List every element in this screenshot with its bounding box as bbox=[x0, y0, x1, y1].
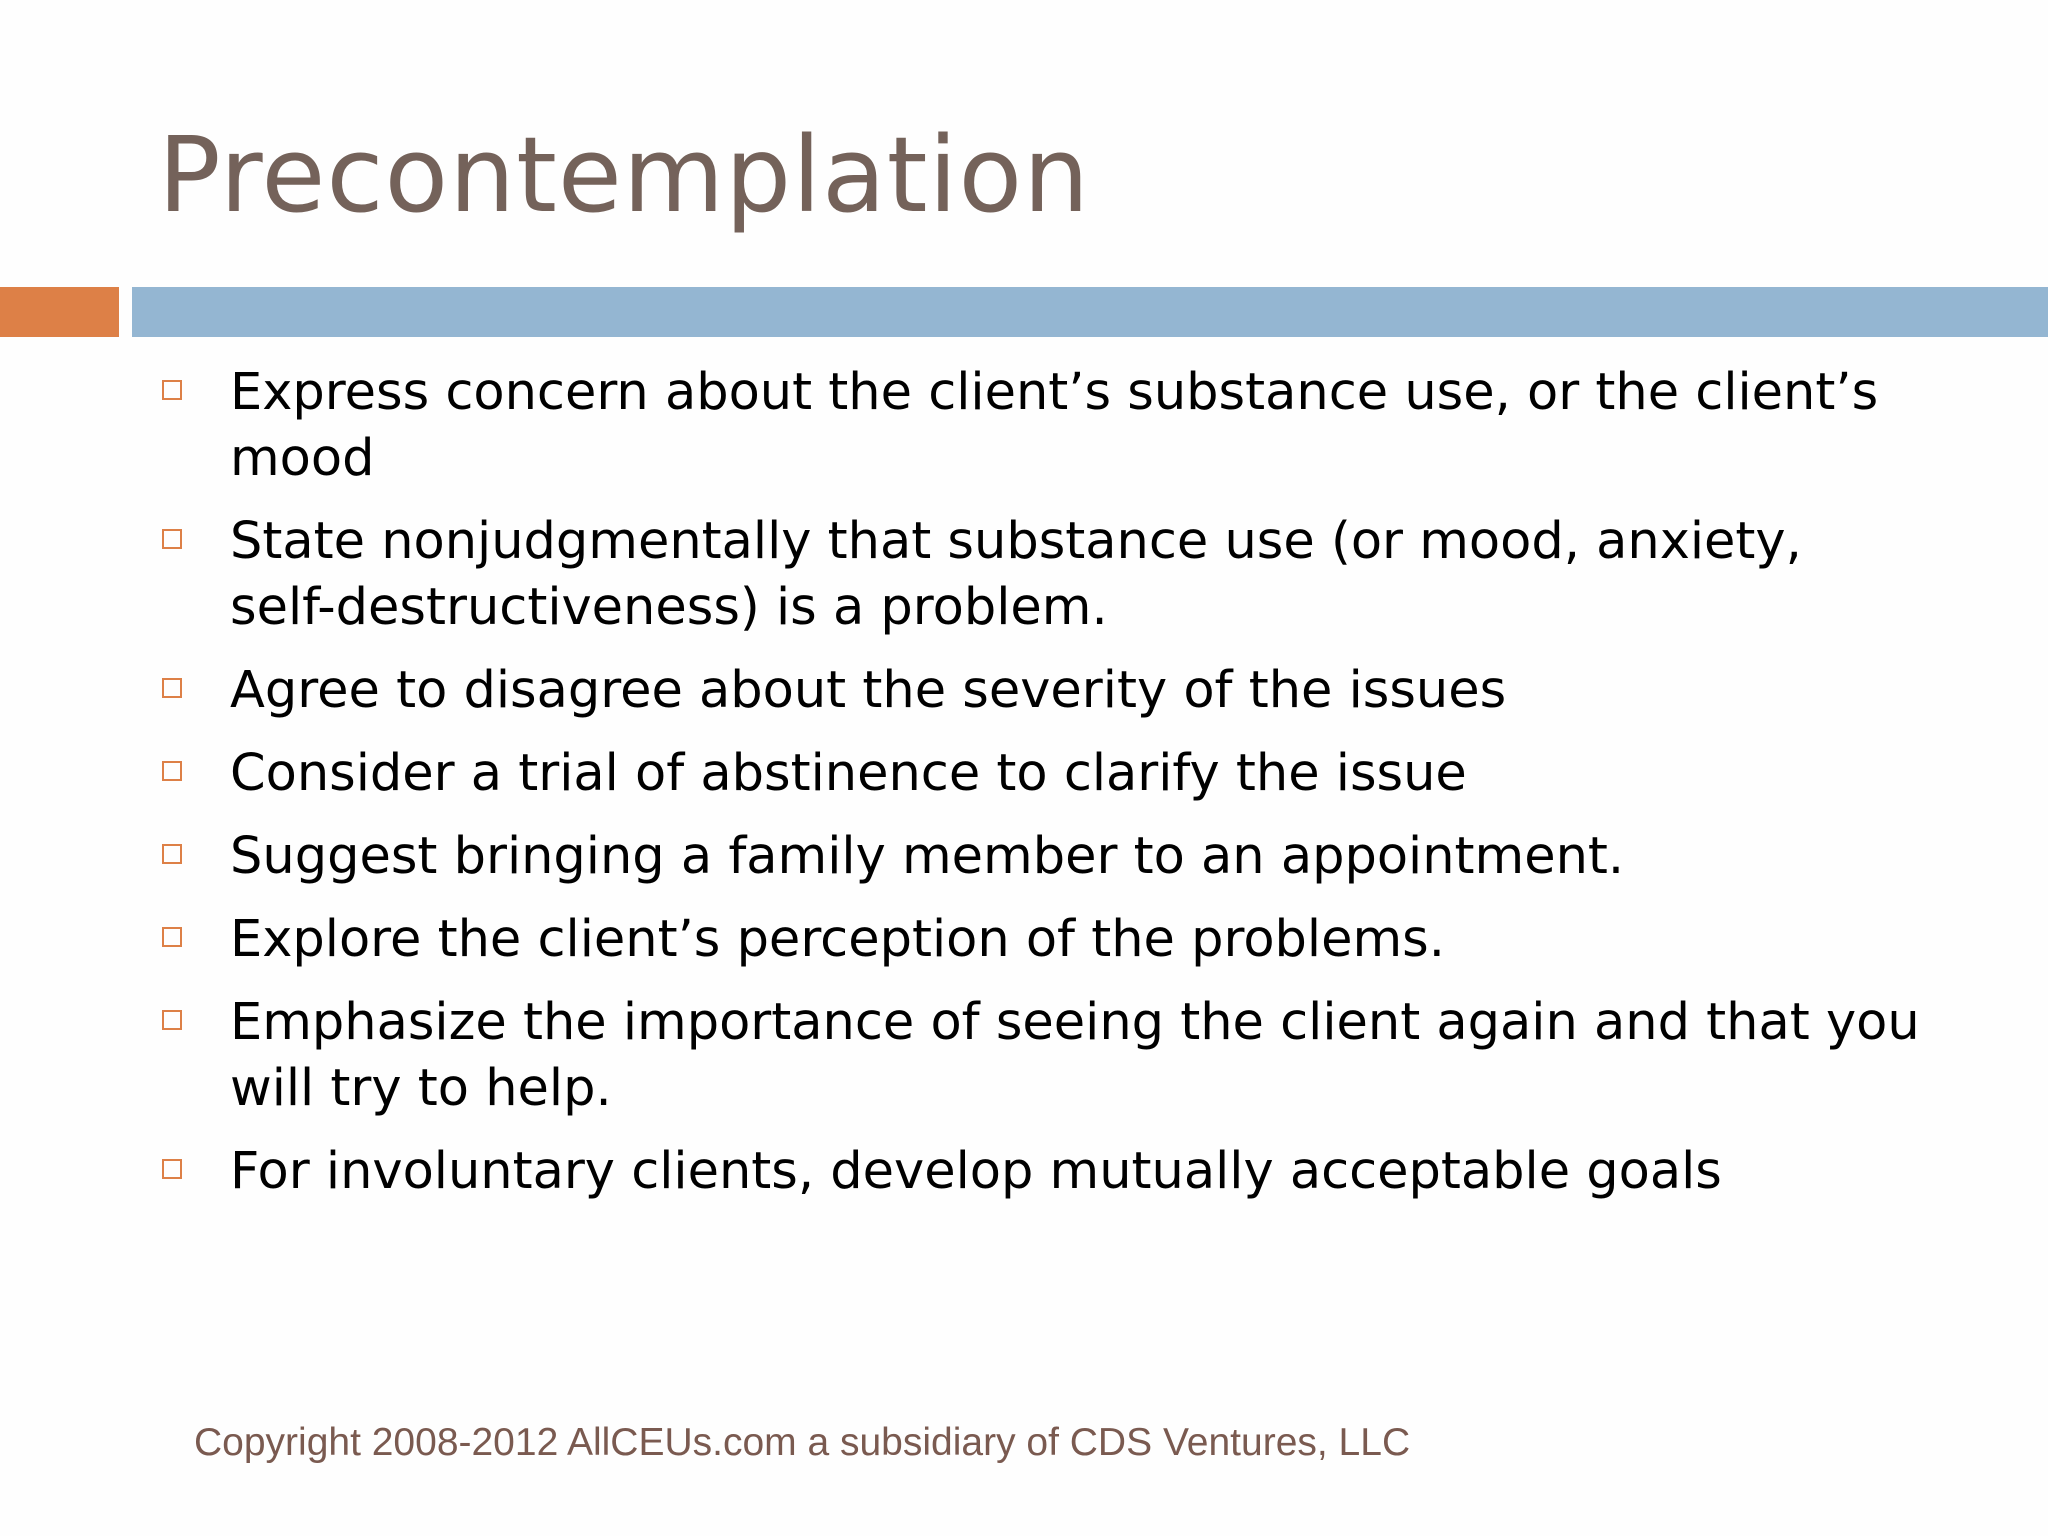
bullet-text: State nonjudgmentally that substance use (or mood, anxiety, self-destructiveness) is a problem. bbox=[230, 512, 1802, 637]
square-bullet-icon bbox=[162, 844, 182, 864]
list-item bbox=[160, 907, 1920, 973]
title-accent-bar bbox=[0, 287, 119, 337]
title-divider-bar bbox=[132, 287, 2048, 337]
copyright-footer: Copyright 2008-2012 AllCEUs.com a subsidiary of CDS Ventures, LLC bbox=[194, 1421, 1411, 1464]
square-bullet-icon bbox=[162, 1159, 182, 1179]
bullet-text: For involuntary clients, develop mutually acceptable goals bbox=[230, 1142, 1722, 1201]
list-item bbox=[160, 360, 1920, 492]
bullet-text: Express concern about the client’s substance use, or the client’s mood bbox=[230, 363, 1879, 488]
list-item bbox=[160, 990, 1920, 1122]
slide-title: Precontemplation bbox=[158, 114, 1090, 236]
square-bullet-icon bbox=[162, 380, 182, 400]
square-bullet-icon bbox=[162, 927, 182, 947]
list-item bbox=[160, 741, 1920, 807]
bullet-text: Consider a trial of abstinence to clarify the issue bbox=[230, 744, 1467, 803]
bullet-text: Explore the client’s perception of the problems. bbox=[230, 910, 1445, 969]
bullet-text: Emphasize the importance of seeing the client again and that you will try to help. bbox=[230, 993, 1920, 1118]
bullet-text: Suggest bringing a family member to an appointment. bbox=[230, 827, 1625, 886]
list-item bbox=[160, 509, 1920, 641]
square-bullet-icon bbox=[162, 529, 182, 549]
square-bullet-icon bbox=[162, 678, 182, 698]
list-item bbox=[160, 1139, 1920, 1205]
bullet-list bbox=[160, 360, 1920, 1222]
list-item bbox=[160, 824, 1920, 890]
bullet-text: Agree to disagree about the severity of the issues bbox=[230, 661, 1507, 720]
list-item bbox=[160, 658, 1920, 724]
square-bullet-icon bbox=[162, 1010, 182, 1030]
square-bullet-icon bbox=[162, 761, 182, 781]
